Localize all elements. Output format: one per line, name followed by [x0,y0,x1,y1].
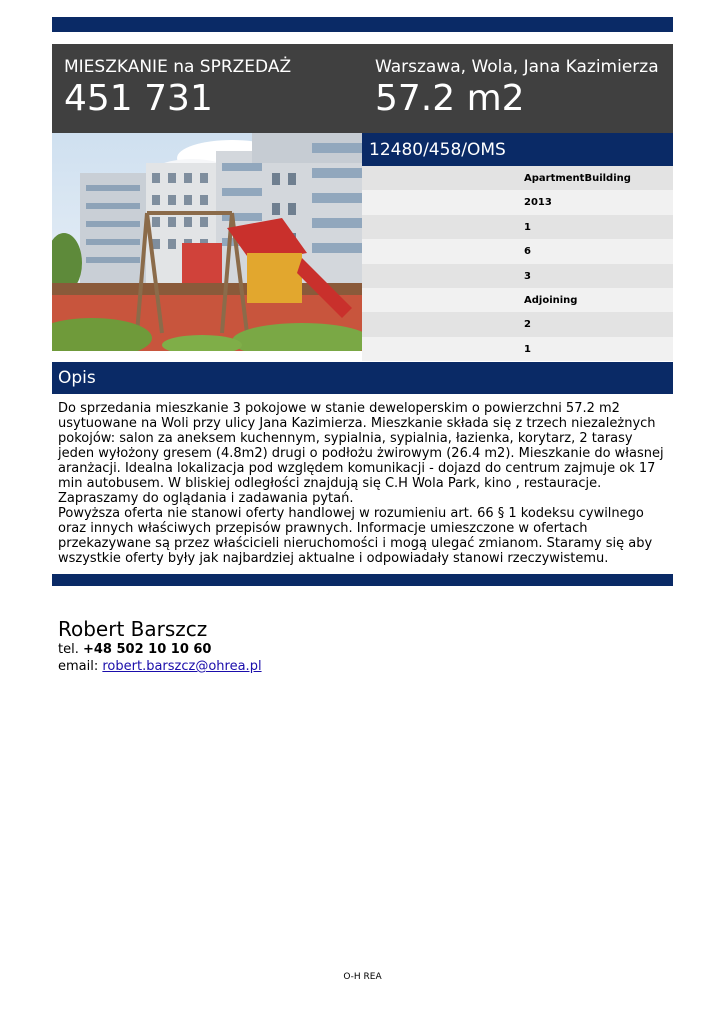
reference-bar [362,133,673,166]
reference-number: 12480/458/OMS [369,140,506,160]
header-right [375,56,659,120]
detail-row [362,239,673,263]
detail-value: 2 [524,319,531,331]
agent-email-line [58,658,262,675]
detail-value: 3 [524,270,531,282]
detail-value: ApartmentBuilding [524,173,631,184]
property-photo [52,133,362,351]
detail-row [362,288,673,312]
detail-value: 1 [524,221,531,233]
header-left [64,56,291,120]
detail-row [362,264,673,288]
agent-phone: +48 502 10 10 60 [82,642,212,657]
area: 57.2 m2 [375,78,525,119]
detail-row [362,312,673,336]
detail-value: Adjoining [524,294,578,306]
detail-row [362,166,673,190]
detail-value: 2013 [524,197,552,209]
agent-phone-line [58,641,262,658]
description [58,401,670,566]
price: 451 731 [64,78,213,119]
phone-label: tel. [58,642,79,657]
detail-row [362,215,673,239]
detail-value: 6 [524,246,531,258]
detail-value: 1 [524,343,531,355]
bottom-accent-bar [52,574,673,586]
agent-name: Robert Barszcz [58,617,208,641]
offer-type: MIESZKANIE na SPRZEDAŻ [64,57,292,77]
disclaimer-paragraph: Powyższa oferta nie stanowi oferty handlowej w rozumieniu art. 66 § 1 kodeksu cywilnego oraz innych właściwych przepisów prawnych. Informacje umieszczone w ofertach przekazywane są przez właścicieli nieruchomości i mogą ulegać zmianom. Staramy się aby wszystkie oferty były jak najbardziej aktualne i odpowiadały stanowi rzeczywistemu. [58,506,653,566]
detail-row [362,190,673,214]
listing-header [52,44,673,133]
description-paragraph: Do sprzedania mieszkanie 3 pokojowe w stanie deweloperskim o powierzchni 57.2 m2 usytuowane na Woli przy ulicy Jana Kazimierza. Mieszkanie składa się z trzech niezależnych pokojów: salon za aneksem kuchennym, sypialnia, sypialnia, łazienka, korytarz, 2 tarasy jeden wyłożony gresem (4.8m2) drugi o podłożu żwirowym (26.4 m2). Mieszkanie do własnej aranżacji. Idealna lokalizacja pod względem komunikacji - dojazd do centrum zajmuje ok 17 min autobusem. W bliskiej odległości znajdują się C.H Wola Park, kino , restauracje. Zapraszamy do oglądania i zadawania pytań. [58,401,664,506]
description-heading: Opis [58,368,96,388]
description-heading-bar [52,362,673,394]
agent-contact [58,617,262,675]
email-label: email: [58,659,99,674]
agent-email-link[interactable]: robert.barszcz@ohrea.pl [102,659,262,674]
detail-row [362,337,673,361]
top-accent-bar [52,17,673,32]
location: Warszawa, Wola, Jana Kazimierza [375,57,659,77]
property-details [362,166,673,361]
footer-brand: O-H REA [343,972,382,982]
